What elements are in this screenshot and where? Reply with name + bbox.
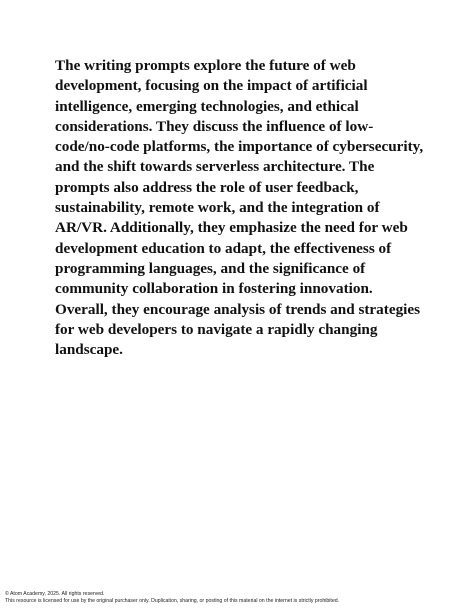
license-notice: This resource is licensed for use by the original purchaser only. Duplication, sharing, or posting of this material on the internet is strictly prohibited. — [5, 598, 340, 604]
copyright-notice: © Atom Academy, 2025. All rights reserved. — [5, 591, 105, 597]
summary-paragraph: The writing prompts explore the future of web development, focusing on the impact of artificial intelligence, emerging technologies, and ethical considerations. They discuss the influence of low-code/no-code platforms, the importance of cybersecurity, and the shift towards serverless architecture. The prompts also address the role of user feedback, sustainability, remote work, and the integration of AR/VR. Additionally, they emphasize the need for web development education to adapt, the effectiveness of programming languages, and the significance of community collaboration in fostering innovation. Overall, they encourage analysis of trends and strategies for web developers to navigate a rapidly changing landscape. — [55, 57, 424, 359]
page-footer — [5, 591, 469, 605]
